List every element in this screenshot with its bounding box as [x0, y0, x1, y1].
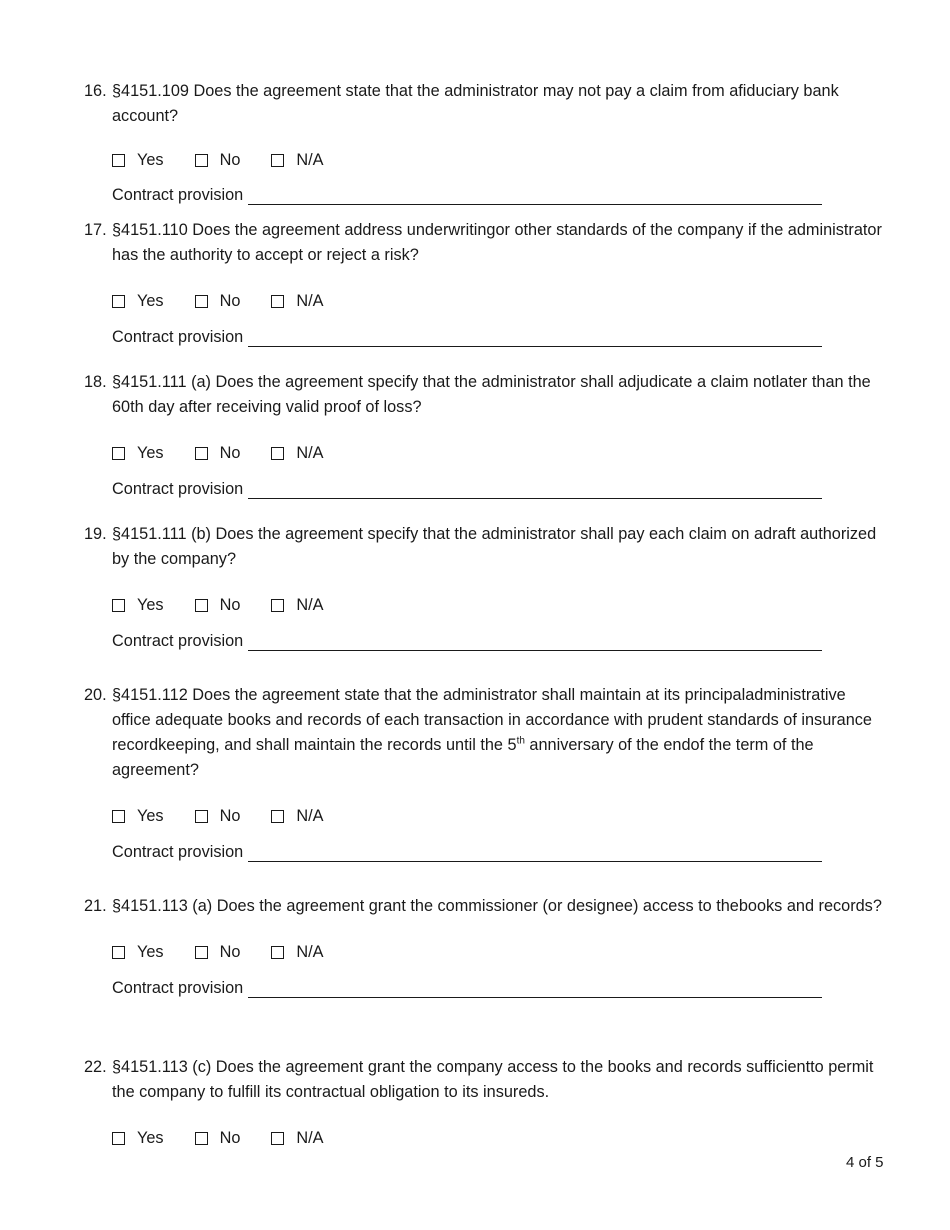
answer-options — [112, 290, 884, 312]
question-20 — [84, 683, 884, 862]
question-22 — [84, 1055, 884, 1149]
question-18 — [84, 370, 884, 499]
checkbox-icon[interactable] — [271, 447, 284, 460]
checkbox-icon[interactable] — [112, 599, 125, 612]
question-number: 19. — [84, 525, 107, 543]
checkbox-icon[interactable] — [112, 1132, 125, 1145]
checkbox-icon[interactable] — [271, 295, 284, 308]
question-number: 17. — [84, 221, 107, 239]
option-na[interactable]: N/A — [271, 444, 323, 463]
option-yes[interactable]: Yes — [112, 807, 164, 826]
question-text: §4151.109 Does the agreement state that the administrator may not pay a claim from afiduciary bank account? — [112, 82, 839, 125]
option-yes[interactable]: Yes — [112, 292, 164, 311]
checkbox-icon[interactable] — [271, 810, 284, 823]
option-yes[interactable]: Yes — [112, 1129, 164, 1148]
checkbox-icon[interactable] — [195, 946, 208, 959]
contract-provision — [112, 325, 884, 347]
question-number: 22. — [84, 1058, 107, 1076]
checkbox-icon[interactable] — [112, 946, 125, 959]
option-na[interactable]: N/A — [271, 1129, 323, 1148]
contract-provision — [112, 629, 884, 651]
option-no[interactable]: No — [195, 444, 241, 463]
option-no[interactable]: No — [195, 1129, 241, 1148]
contract-provision-line[interactable] — [248, 482, 822, 499]
contract-provision-label: Contract provision — [112, 480, 244, 498]
contract-provision-line[interactable] — [248, 330, 822, 347]
question-number: 16. — [84, 82, 107, 100]
question-text: §4151.110 Does the agreement address underwritingor other standards of the company if the administrator has the authority to accept or reject a risk? — [112, 221, 882, 264]
contract-provision-line[interactable] — [248, 981, 822, 998]
option-na[interactable]: N/A — [271, 807, 323, 826]
answer-options — [112, 941, 884, 963]
question-17 — [84, 218, 884, 347]
option-no[interactable]: No — [195, 596, 241, 615]
option-na[interactable]: N/A — [271, 596, 323, 615]
answer-options — [112, 149, 884, 171]
checkbox-icon[interactable] — [271, 946, 284, 959]
contract-provision — [112, 477, 884, 499]
contract-provision-line[interactable] — [248, 845, 822, 862]
contract-provision-label: Contract provision — [112, 632, 244, 650]
option-no[interactable]: No — [195, 943, 241, 962]
option-no[interactable]: No — [195, 807, 241, 826]
option-no[interactable]: No — [195, 151, 241, 170]
option-na[interactable]: N/A — [271, 943, 323, 962]
contract-provision-label: Contract provision — [112, 328, 244, 346]
question-19 — [84, 522, 884, 651]
checkbox-icon[interactable] — [112, 295, 125, 308]
answer-options — [112, 1127, 884, 1149]
checkbox-icon[interactable] — [112, 810, 125, 823]
checkbox-icon[interactable] — [195, 599, 208, 612]
contract-provision-line[interactable] — [248, 634, 822, 651]
question-text: §4151.113 (a) Does the agreement grant the commissioner (or designee) access to thebooks and records? — [112, 897, 882, 915]
checkbox-icon[interactable] — [271, 1132, 284, 1145]
option-yes[interactable]: Yes — [112, 943, 164, 962]
contract-provision-label: Contract provision — [112, 979, 244, 997]
question-text: §4151.111 (b) Does the agreement specify that the administrator shall pay each claim on adraft authorized by the company? — [112, 525, 877, 568]
question-21 — [84, 894, 884, 998]
checkbox-icon[interactable] — [195, 447, 208, 460]
option-yes[interactable]: Yes — [112, 596, 164, 615]
option-na[interactable]: N/A — [271, 151, 323, 170]
option-yes[interactable]: Yes — [112, 151, 164, 170]
checkbox-icon[interactable] — [112, 447, 125, 460]
checkbox-icon[interactable] — [112, 154, 125, 167]
option-yes[interactable]: Yes — [112, 444, 164, 463]
option-na[interactable]: N/A — [271, 292, 323, 311]
contract-provision — [112, 840, 884, 862]
contract-provision — [112, 976, 884, 998]
contract-provision — [112, 183, 884, 205]
option-no[interactable]: No — [195, 292, 241, 311]
question-number: 20. — [84, 686, 107, 704]
question-text: §4151.113 (c) Does the agreement grant the company access to the books and records sufficientto permit the company to fulfill its contractual obligation to its insureds. — [112, 1058, 874, 1101]
checkbox-icon[interactable] — [271, 599, 284, 612]
question-text: §4151.112 Does the agreement state that the administrator shall maintain at its principaladministrative office adequate books and records of each transaction in accordance with prudent standards of insurance recordkeeping, and shall maintain the records until the 5th anniversary of the endof the term of the agreement? — [112, 686, 872, 779]
question-number: 21. — [84, 897, 107, 915]
question-16 — [84, 79, 884, 205]
checkbox-icon[interactable] — [271, 154, 284, 167]
checkbox-icon[interactable] — [195, 810, 208, 823]
page-number: 4 of 5 — [846, 1154, 884, 1171]
contract-provision-label: Contract provision — [112, 843, 244, 861]
contract-provision-line[interactable] — [248, 188, 822, 205]
checkbox-icon[interactable] — [195, 154, 208, 167]
contract-provision-label: Contract provision — [112, 186, 244, 204]
checkbox-icon[interactable] — [195, 1132, 208, 1145]
question-number: 18. — [84, 373, 107, 391]
checkbox-icon[interactable] — [195, 295, 208, 308]
answer-options — [112, 594, 884, 616]
answer-options — [112, 442, 884, 464]
question-text: §4151.111 (a) Does the agreement specify that the administrator shall adjudicate a claim notlater than the 60th day after receiving valid proof of loss? — [112, 373, 871, 416]
answer-options — [112, 805, 884, 827]
